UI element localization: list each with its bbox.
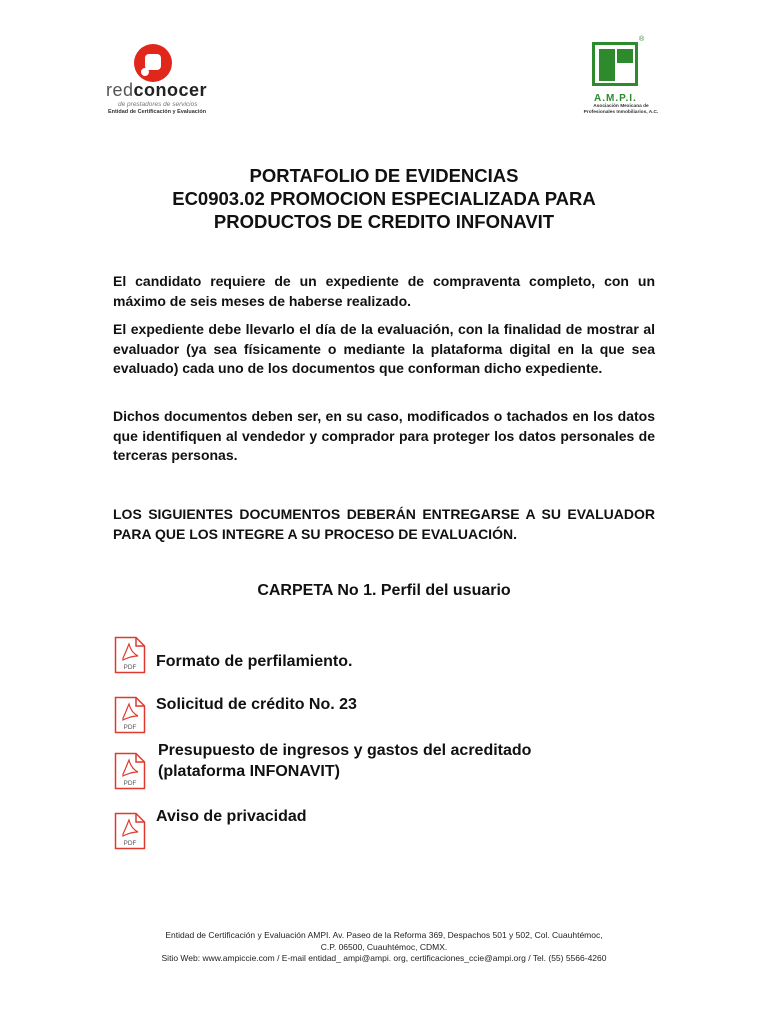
paragraph-data-protection: Dichos documentos deben ser, en su caso, modificados o tachados en los datos que identifiquen al vendedor y comprador para proteger los datos personales de terceras personas. xyxy=(113,408,655,463)
redconocer-brand: redconocer xyxy=(106,80,208,100)
redconocer-logo xyxy=(106,44,218,116)
paragraph-evaluation-day: El expediente debe llevarlo el día de la evaluación, con la finalidad de mostrar al evaluador (ya sea físicamente o mediante la plataforma digital en la que sea evaluado) cada uno de los documentos que conforman dicho expediente. xyxy=(113,321,655,376)
title-line-1: PORTAFOLIO DE EVIDENCIAS xyxy=(249,165,519,186)
pdf-file-icon xyxy=(114,696,146,734)
title-line-2: EC0903.02 PROMOCION ESPECIALIZADA PARA xyxy=(172,188,596,209)
title-line-3: PRODUCTOS DE CREDITO INFONAVIT xyxy=(213,211,555,232)
svg-text:PDF: PDF xyxy=(123,780,137,787)
document-label: Presupuesto de ingresos y gastos del acreditado (plataforma INFONAVIT) xyxy=(158,742,532,780)
pdf-file-icon xyxy=(114,752,146,790)
ampi-logo-mark xyxy=(592,42,638,86)
ampi-logo xyxy=(578,36,664,118)
footer-postal: C.P. 06500, Cuauhtémoc, CDMX. xyxy=(320,941,448,952)
redconocer-subtitle: Entidad de Certificación y Evaluación xyxy=(108,109,207,115)
document-label: Aviso de privacidad xyxy=(156,808,307,825)
footer-contact: Sitio Web: www.ampiccie.com / E-mail entidad_ ampi@ampi. org, certificaciones_ccie@ampi.org / Tel. (55) 5566-4260 xyxy=(161,953,607,963)
registered-mark: ® xyxy=(639,36,645,43)
paragraph-delivery-notice: LOS SIGUIENTES DOCUMENTOS DEBERÁN ENTREGARSE A SU EVALUADOR PARA QUE LOS INTEGRE A SU PROCESO DE EVALUACIÓN. xyxy=(113,506,655,542)
section-title: CARPETA No 1. Perfil del usuario xyxy=(257,582,511,599)
ampi-name: A.M.P.I. xyxy=(594,93,637,104)
redconocer-tagline: de prestadores de servicios xyxy=(118,101,198,108)
pdf-file-icon xyxy=(114,636,146,674)
redconocer-logo-mark xyxy=(134,44,172,82)
footer-address: Entidad de Certificación y Evaluación AMPI. Av. Paseo de la Reforma 369, Despachos 501 y 502, Col. Cuauhtémoc, xyxy=(165,930,603,940)
svg-text:PDF: PDF xyxy=(123,664,137,671)
ampi-association-name: Asociación Mexicana de Profesionales Inmobiliarios, A.C. xyxy=(583,104,659,115)
document-label: Formato de perfilamiento. xyxy=(156,653,353,670)
document-title xyxy=(100,164,668,233)
paragraph-requirement: El candidato requiere de un expediente de compraventa completo, con un máximo de seis meses de haberse realizado. xyxy=(113,273,655,309)
document-label: Solicitud de crédito No. 23 xyxy=(156,696,357,713)
footer xyxy=(100,930,668,965)
pdf-file-icon xyxy=(114,812,146,850)
svg-text:PDF: PDF xyxy=(123,840,137,847)
svg-text:PDF: PDF xyxy=(123,724,137,731)
